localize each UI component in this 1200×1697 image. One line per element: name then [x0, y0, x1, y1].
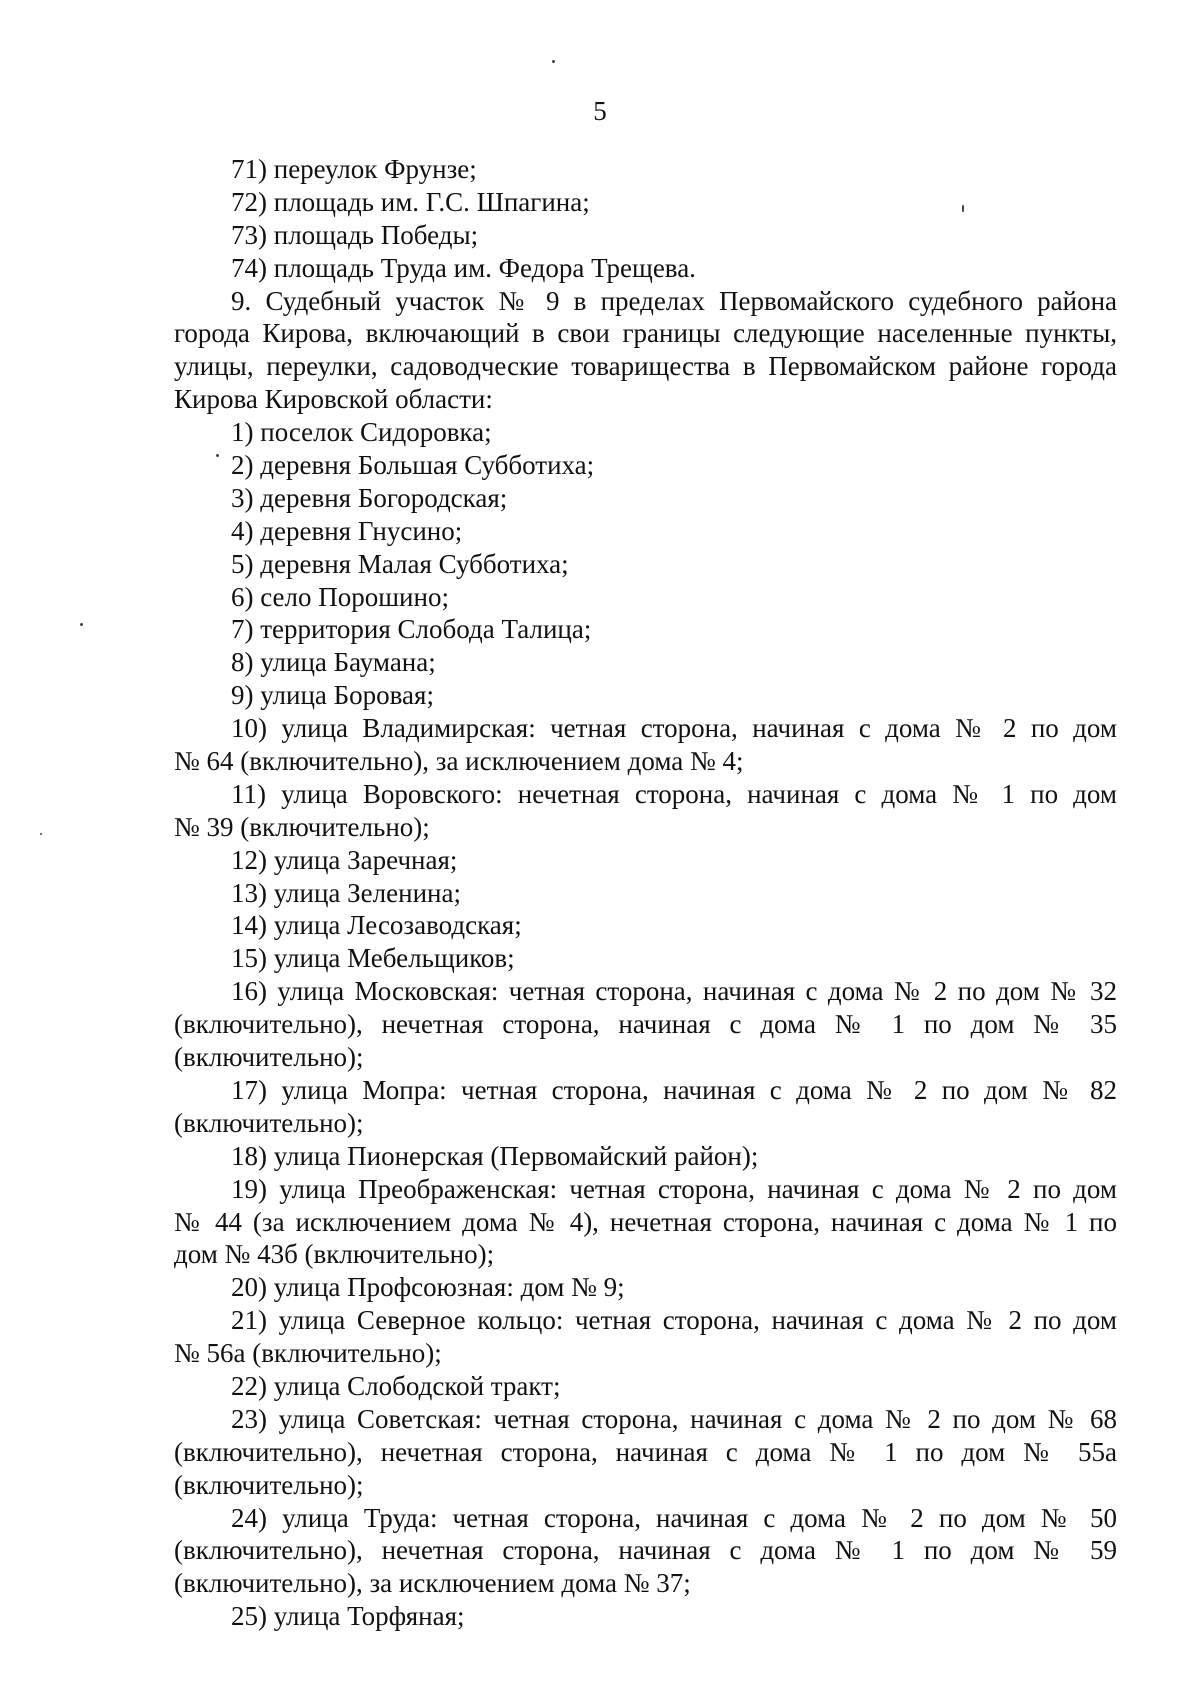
page-number: 5	[593, 96, 607, 126]
scan-speck	[552, 60, 555, 63]
text-line: (включительно);	[174, 1042, 364, 1073]
text-line: 5) деревня Малая Субботиха;	[231, 548, 569, 579]
text-line: № 44 (за исключением дома № 4), нечетная сторона, начиная с дома № 1 по	[174, 1206, 1117, 1237]
text-line: (включительно), нечетная сторона, начиная с дома № 1 по дом № 55а	[174, 1436, 1117, 1467]
scan-speck	[216, 454, 219, 457]
text-line: 3) деревня Богородская;	[231, 482, 508, 513]
text-line: 21) улица Северное кольцо: четная сторона, начиная с дома № 2 по дом	[231, 1305, 1117, 1336]
text-line: (включительно), нечетная сторона, начиная с дома № 1 по дом № 59	[174, 1535, 1117, 1566]
text-line: 17) улица Мопра: четная сторона, начиная с дома № 2 по дом № 82	[231, 1074, 1117, 1105]
text-line: 12) улица Заречная;	[231, 844, 458, 875]
text-line: 6) село Порошино;	[231, 581, 449, 612]
text-line: № 39 (включительно);	[174, 811, 430, 842]
document-body	[174, 153, 1117, 1633]
text-line: 22) улица Слободской тракт;	[231, 1370, 561, 1401]
text-line: 25) улица Торфяная;	[231, 1601, 465, 1632]
text-line: дом № 43б (включительно);	[174, 1239, 495, 1270]
text-line: 4) деревня Гнусино;	[231, 515, 463, 546]
text-line: 9) улица Боровая;	[231, 680, 434, 711]
text-line: (включительно), за исключением дома № 37;	[174, 1568, 691, 1599]
text-line: 8) улица Баумана;	[231, 647, 436, 678]
scan-speck	[40, 833, 42, 835]
text-line: 13) улица Зеленина;	[231, 877, 461, 908]
text-line: улицы, переулки, садоводческие товарищества в Первомайском районе города	[174, 351, 1117, 382]
scan-speck	[962, 205, 964, 212]
text-line: 72) площадь им. Г.С. Шпагина;	[231, 186, 590, 217]
text-line: 7) территория Слобода Талица;	[231, 614, 592, 645]
text-line: 15) улица Мебельщиков;	[231, 943, 515, 974]
text-line: 18) улица Пионерская (Первомайский район);	[231, 1140, 759, 1171]
text-line: № 56а (включительно);	[174, 1338, 442, 1369]
text-line: 11) улица Воровского: нечетная сторона, начиная с дома № 1 по дом	[231, 778, 1117, 809]
text-line: (включительно), нечетная сторона, начиная с дома № 1 по дом № 35	[174, 1009, 1117, 1040]
text-line: 24) улица Труда: четная сторона, начиная с дома № 2 по дом № 50	[231, 1502, 1117, 1533]
text-line: 71) переулок Фрунзе;	[231, 154, 477, 184]
text-line: 10) улица Владимирская: четная сторона, начиная с дома № 2 по дом	[231, 713, 1117, 744]
text-line: № 64 (включительно), за исключением дома № 4;	[174, 746, 744, 777]
text-line: 20) улица Профсоюзная: дом № 9;	[231, 1272, 625, 1303]
text-line: 16) улица Московская: четная сторона, начиная с дома № 2 по дом № 32	[231, 976, 1117, 1007]
text-line: 74) площадь Труда им. Федора Трещева.	[231, 252, 696, 283]
text-line: 14) улица Лесозаводская;	[231, 910, 522, 941]
text-line: 73) площадь Победы;	[231, 219, 479, 250]
text-line: 2) деревня Большая Субботиха;	[231, 450, 595, 481]
text-line: 19) улица Преображенская: четная сторона, начиная с дома № 2 по дом	[231, 1173, 1117, 1204]
text-line: (включительно);	[174, 1469, 364, 1500]
text-line: Кирова Кировской области:	[174, 384, 493, 415]
text-line: 9. Судебный участок № 9 в пределах Первомайского судебного района	[231, 285, 1117, 316]
text-line: (включительно);	[174, 1107, 364, 1138]
scan-speck	[80, 623, 83, 626]
text-line: 23) улица Советская: четная сторона, начиная с дома № 2 по дом № 68	[231, 1403, 1117, 1434]
text-line: города Кирова, включающий в свои границы следующие населенные пункты,	[174, 318, 1117, 349]
text-line: 1) поселок Сидоровка;	[231, 417, 492, 448]
